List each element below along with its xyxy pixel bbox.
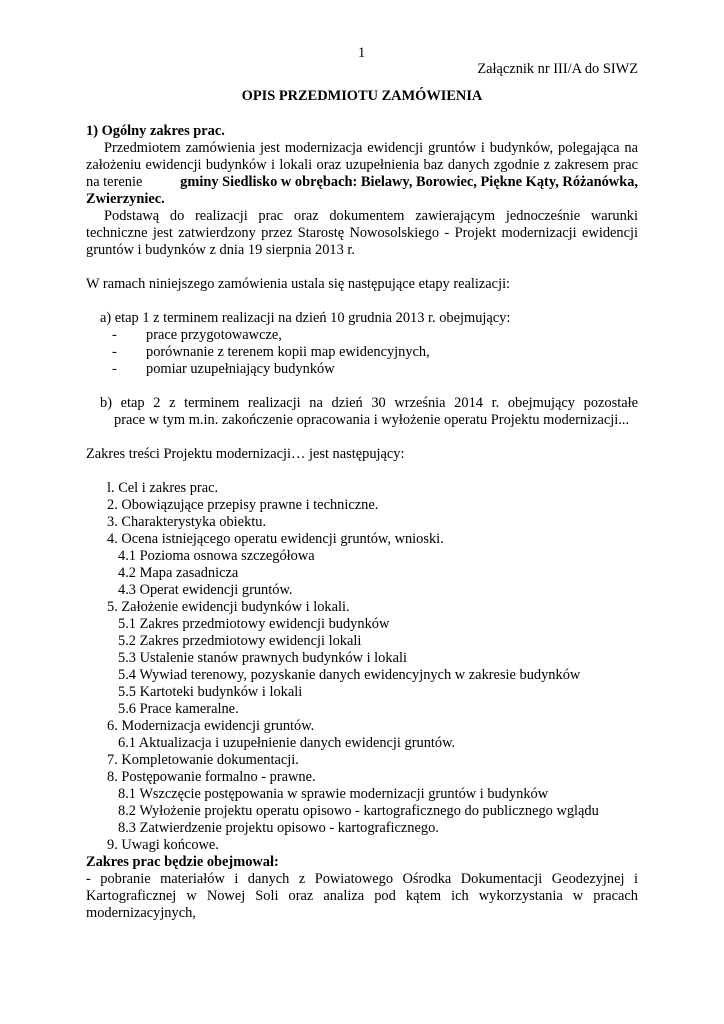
toc-item: 5. Założenie ewidencji budynków i lokali. [107, 599, 350, 615]
paragraph-line: modernizacyjnych, [86, 905, 196, 921]
stage-b-line: prace w tym m.in. zakończenie opracowania i wyłożenie operatu Projektu modernizacji... [114, 412, 630, 428]
toc-subitem: 5.1 Zakres przedmiotowy ewidencji budynków [118, 616, 390, 632]
toc-item: 3. Charakterystyka obiektu. [107, 514, 267, 530]
paragraph-text: na terenie [86, 174, 143, 190]
paragraph-line: gruntów i budynków z dnia 19 sierpnia 2013 r. [86, 242, 355, 258]
stages-intro: W ramach niniejszego zamówienia ustala się następujące etapy realizacji: [86, 276, 511, 292]
toc-subitem: 5.2 Zakres przedmiotowy ewidencji lokali [118, 633, 362, 649]
toc-subitem: 5.5 Kartoteki budynków i lokali [118, 684, 303, 700]
list-item: - pomiar uzupełniający budynków [112, 361, 335, 377]
paragraph-line: Kartograficznej w Nowej Soli oraz analiza pod kątem ich wykorzystania w pracach [86, 888, 638, 904]
toc-item: 4. Ocena istniejącego operatu ewidencji gruntów, wnioski. [107, 531, 444, 547]
toc-subitem: 8.2 Wyłożenie projektu operatu opisowo - kartograficznego do publicznego wglądu [118, 803, 599, 819]
toc-item: 8. Postępowanie formalno - prawne. [107, 769, 316, 785]
toc-subitem: 4.1 Pozioma osnowa szczegółowa [118, 548, 315, 564]
works-heading: Zakres prac będzie obejmował: [86, 854, 279, 870]
toc-subitem: 4.3 Operat ewidencji gruntów. [118, 582, 293, 598]
toc-subitem: 4.2 Mapa zasadnicza [118, 565, 239, 581]
section-heading: 1) Ogólny zakres prac. [86, 123, 225, 139]
stage-b-line: b) etap 2 z terminem realizacji na dzień 30 września 2014 r. obejmujący pozostałe [100, 395, 638, 411]
toc-item: 2. Obowiązujące przepisy prawne i techniczne. [107, 497, 379, 513]
paragraph-line: Przedmiotem zamówienia jest modernizacja ewidencji gruntów i budynków, polegająca na [104, 140, 638, 156]
toc-subitem: 5.4 Wywiad terenowy, pozyskanie danych ewidencyjnych w zakresie budynków [118, 667, 581, 683]
stage-a-line: a) etap 1 z terminem realizacji na dzień 10 grudnia 2013 r. obejmujący: [100, 310, 511, 326]
paragraph-line [86, 174, 638, 191]
toc-subitem: 6.1 Aktualizacja i uzupełnienie danych ewidencji gruntów. [118, 735, 456, 751]
toc-subitem: 8.1 Wszczęcie postępowania w sprawie modernizacji gruntów i budynków [118, 786, 549, 802]
paragraph-line: - pobranie materiałów i danych z Powiatowego Ośrodka Dokumentacji Geodezyjnej i [86, 871, 638, 887]
list-item: - prace przygotowawcze, [112, 327, 282, 343]
scope-intro: Zakres treści Projektu modernizacji… jest następujący: [86, 446, 405, 462]
toc-subitem: 8.3 Zatwierdzenie projektu opisowo - kartograficznego. [118, 820, 439, 836]
paragraph-line: techniczne jest zatwierdzony przez Starostę Nowosolskiego - Projekt modernizacji ewidencji [86, 225, 638, 241]
list-item: - porównanie z terenem kopii map ewidencyjnych, [112, 344, 430, 360]
document-title: OPIS PRZEDMIOTU ZAMÓWIENIA [241, 88, 483, 104]
page-number: 1 [358, 45, 366, 61]
toc-item: 7. Kompletowanie dokumentacji. [107, 752, 299, 768]
location-text: gminy Siedlisko w obrębach: Bielawy, Borowiec, Piękne Kąty, Różanówka, [180, 174, 638, 190]
attachment-label: Załącznik nr III/A do SIWZ [477, 61, 638, 77]
toc-subitem: 5.3 Ustalenie stanów prawnych budynków i lokali [118, 650, 407, 666]
toc-item: 9. Uwagi końcowe. [107, 837, 219, 853]
toc-item: l. Cel i zakres prac. [107, 480, 219, 496]
paragraph-line: Podstawą do realizacji prac oraz dokumentem zawierającym jednocześnie warunki [104, 208, 638, 224]
toc-item: 6. Modernizacja ewidencji gruntów. [107, 718, 315, 734]
toc-subitem: 5.6 Prace kameralne. [118, 701, 239, 717]
paragraph-line: założeniu ewidencji budynków i lokali oraz uzupełnienia baz danych zgodnie z zakresem prac [86, 157, 638, 173]
paragraph-line: Zwierzyniec. [86, 191, 165, 207]
